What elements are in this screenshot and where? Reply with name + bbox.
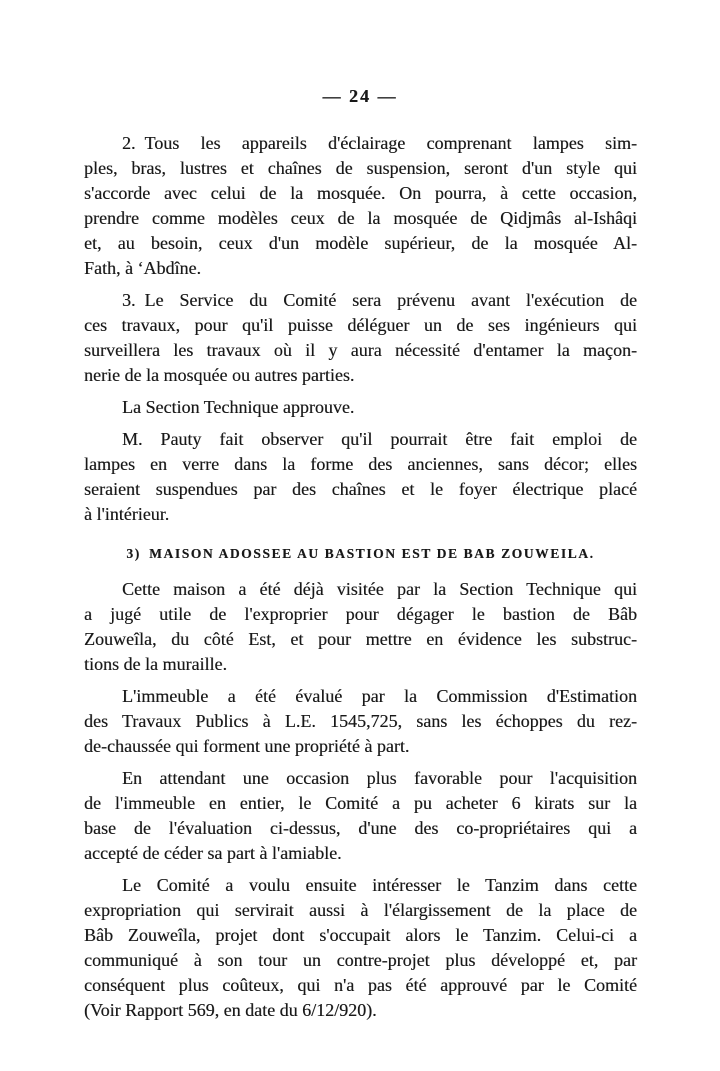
text-line: base de l'évaluation ci-dessus, d'une des co-propriétaires qui a [84, 818, 637, 838]
text-line: 3. Le Service du Comité sera prévenu avant l'exécution de [122, 290, 637, 310]
text-line: (Voir Rapport 569, en date du 6/12/920). [84, 1000, 377, 1020]
section-heading-maison-bab-zouweila [84, 541, 637, 566]
page-number: — 24 — [322, 86, 398, 106]
text-line: seraient suspendues par des chaînes et le foyer électrique placé [84, 479, 637, 499]
text-line: 2. Tous les appareils d'éclairage comprenant lampes sim- [122, 133, 637, 153]
text-line: expropriation qui servirait aussi à l'élargissement de la place de [84, 900, 637, 920]
paragraph-maison-visite [84, 577, 637, 677]
text-line: nerie de la mosquée ou autres parties. [84, 365, 355, 385]
text-line: Fath, à ‘Abdîne. [84, 258, 201, 278]
text-line: tions de la muraille. [84, 654, 227, 674]
paragraph-tanzim-expropriation [84, 873, 637, 1023]
text-column [84, 131, 637, 1023]
text-line: conséquent plus coûteux, qui n'a pas été approuvé par le Comité [84, 975, 637, 995]
text-line: des Travaux Publics à L.E. 1545,725, sans les échoppes du rez- [84, 711, 637, 731]
text-line: Cette maison a été déjà visitée par la Section Technique qui [122, 579, 637, 599]
text-line: L'immeuble a été évalué par la Commission d'Estimation [122, 686, 637, 706]
text-line: ces travaux, pour qu'il puisse déléguer un de ses ingénieurs qui [84, 315, 637, 335]
paragraph-pauty-observation [84, 427, 637, 527]
paragraph-evaluation-immeuble [84, 684, 637, 759]
text-line: M. Pauty fait observer qu'il pourrait être fait emploi de [122, 429, 637, 449]
text-line: Le Comité a voulu ensuite intéresser le Tanzim dans cette [122, 875, 637, 895]
text-line: de-chaussée qui forment une propriété à part. [84, 736, 410, 756]
text-line: a jugé utile de l'exproprier pour dégager le bastion de Bâb [84, 604, 637, 624]
text-line: Zouweîla, du côté Est, et pour mettre en évidence les substruc- [84, 629, 637, 649]
text-line: 3) MAISON ADOSSEE AU BASTION EST DE BAB ZOUWEILA. [126, 546, 595, 561]
text-line: surveillera les travaux où il y aura nécessité d'entamer la maçon- [84, 340, 637, 360]
text-line: s'accorde avec celui de la mosquée. On pourra, à cette occasion, [84, 183, 637, 203]
text-line: de l'immeuble en entier, le Comité a pu acheter 6 kirats sur la [84, 793, 637, 813]
text-line: lampes en verre dans la forme des anciennes, sans décor; elles [84, 454, 637, 474]
text-line: communiqué à son tour un contre-projet plus développé et, par [84, 950, 637, 970]
text-line: à l'intérieur. [84, 504, 170, 524]
paragraph-item-3-service-comite [84, 288, 637, 388]
text-line: La Section Technique approuve. [122, 397, 355, 417]
text-line: En attendant une occasion plus favorable pour l'acquisition [122, 768, 637, 788]
text-line: accepté de céder sa part à l'amiable. [84, 843, 342, 863]
paragraph-item-2-lighting [84, 131, 637, 281]
text-line: et, au besoin, ceux d'un modèle supérieur, de la mosquée Al- [84, 233, 637, 253]
text-line: prendre comme modèles ceux de la mosquée de Qidjmâs al-Ishâqi [84, 208, 637, 228]
paragraph-achat-kirats [84, 766, 637, 866]
text-line: ples, bras, lustres et chaînes de suspension, seront d'un style qui [84, 158, 637, 178]
paragraph-section-technique-approuve [84, 395, 637, 420]
text-line: Bâb Zouweîla, projet dont s'occupait alors le Tanzim. Celui-ci a [84, 925, 637, 945]
